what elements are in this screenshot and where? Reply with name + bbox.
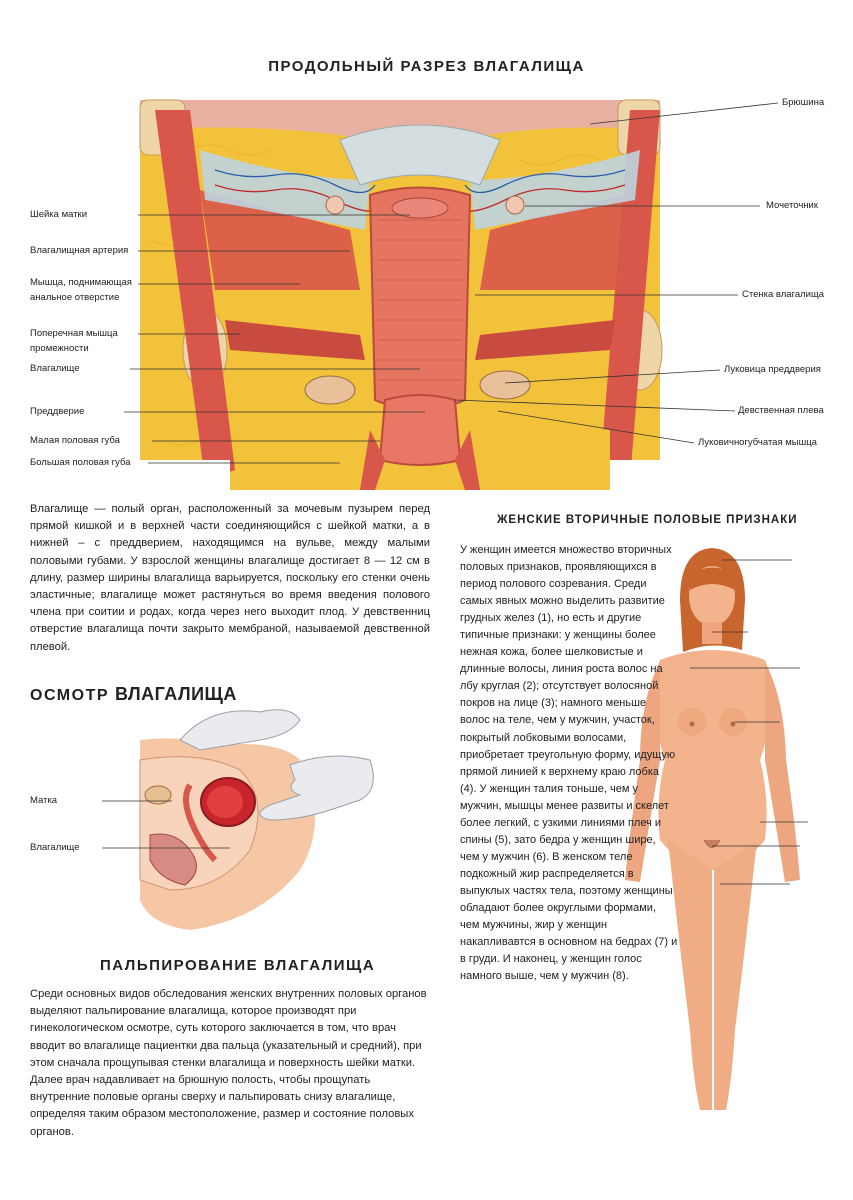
label-vaginal-artery: Влагалищная артерия [30, 245, 129, 256]
examine-title [30, 684, 237, 705]
label-transverse-perineal-2: промежности [30, 343, 89, 354]
label-peritoneum: Брюшина [782, 97, 825, 108]
label-levator-ani-2: анальное отверстие [30, 292, 120, 303]
label-vaginal-wall: Стенка влагалища [742, 289, 825, 300]
label-vagina: Влагалище [30, 363, 80, 374]
label-transverse-perineal-1: Поперечная мышца [30, 328, 118, 339]
label-labia-minora: Малая половая губа [30, 435, 120, 446]
secondary-title: ЖЕНСКИЕ ВТОРИЧНЫЕ ПОЛОВЫЕ ПРИЗНАКИ [497, 514, 798, 526]
label-bulbospongiosus: Луковичногубчатая мышца [698, 437, 817, 448]
label-vestibular-bulb: Луковица преддверия [724, 364, 821, 375]
page-title: ПРОДОЛЬНЫЙ РАЗРЕЗ ВЛАГАЛИЩА [268, 58, 585, 75]
label-labia-majora: Большая половая губа [30, 457, 131, 468]
examine-title-main: ВЛАГАЛИЩА [114, 684, 237, 704]
label-uterus: Матка [30, 795, 58, 806]
label-examine-vagina: Влагалище [30, 842, 80, 853]
palpation-description: Среди основных видов обследования женских внутренних половых органов выделяют пальпирование влагалища, которое производят при гинекологическом осмотре, суть которого заключается в том, что врач вводит во влагалище пациентки два пальца (указательный и средний), при этом сначала прощупывая стенки влагалища и поверхность шейки матки. Далее врач надавливает на брюшную полость, чтобы прощупать внутренние половые органы сверху и пальпировать снизу влагалище, определяя таким образом местоположение, размер и состояние половых органов. [30, 988, 427, 1138]
label-vestibule: Преддверие [30, 406, 85, 417]
examination-illustration [140, 710, 373, 930]
examine-title-prefix: ОСМОТР [30, 687, 110, 704]
label-cervix: Шейка матки [30, 209, 88, 220]
label-levator-ani-1: Мышца, поднимающая [30, 277, 132, 288]
palpation-title: ПАЛЬПИРОВАНИЕ ВЛАГАЛИЩА [100, 957, 376, 974]
vagina-description: Влагалище — полый орган, расположенный за мочевым пузырем перед прямой кишкой и в верхней части соединяющийся с шейкой матки, а в нижней – с преддверием, находящимся на вульве, между малыми половыми губами. У взрослой женщины влагалище достигает 8 — 12 см в длину, размер ширины влагалища варьируется, поскольку его стенки очень эластичные; влагалище может растянуться во время введения полового члена при соитии и родах, когда через него выходит плод. У девственниц отверстие влагалища почти закрыто мембраной, называемой девственной плевой. [30, 503, 430, 653]
label-ureter: Мочеточник [766, 200, 818, 211]
label-hymen: Девственная плева [738, 405, 824, 416]
secondary-description: У женщин имеется множество вторичных половых признаков, проявляющихся в период полового созревания. Среди самых явных можно выделить развитие грудных желез (1), но есть и другие типичные признаки: у женщины более нежная кожа, более шелковистые и длинные волосы, линия роста волос на лбу круглая (2); отсутствует волосяной покров на лице (3); намного меньше волос на теле, чем у мужчин, участок, покрытый лобковыми волосами, приобретает треугольную форму, идущую прямой линией к верхнему краю лобка (4). У женщин талия тоньше, чем у мужчин, мышцы менее развиты и скелет более легкий, с узкими линиями плеч и спины (5), зато бедра у женщин шире, чем у мужчин (6). В женском теле подкожный жир распределяется в выпуклых частях тела, поэтому женщины обладают более округлыми формами, чем мужчины, жир у женщин накапливавтся в основном на бедрах (7) и в груди. И наконец, у женщин голос намного выше, чем у мужчин (8). [460, 544, 678, 983]
